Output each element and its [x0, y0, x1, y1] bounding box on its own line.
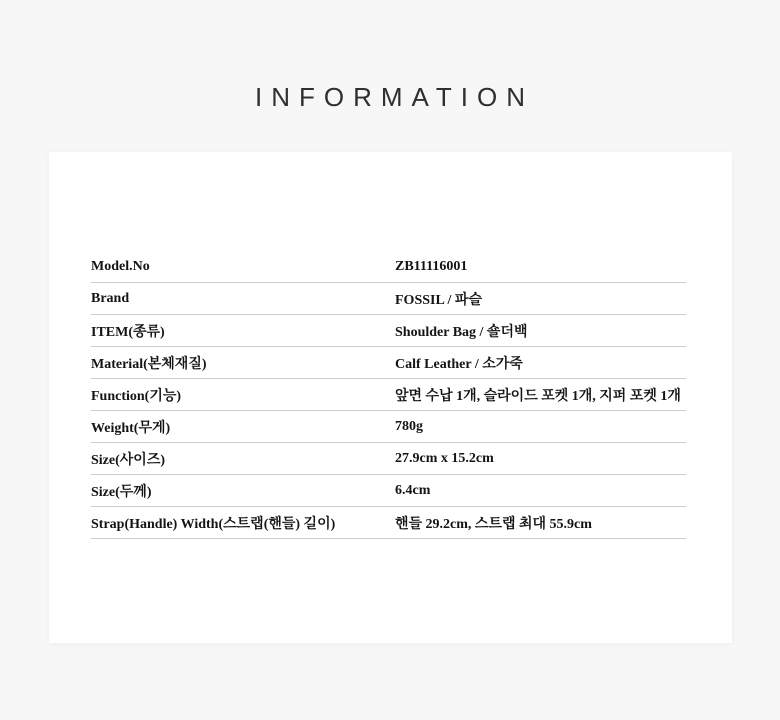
table-row-function — [91, 379, 686, 411]
spec-value: FOSSIL / 파슬 — [395, 292, 482, 308]
spec-value: 핸들 29.2cm, 스트랩 최대 55.9cm — [395, 516, 592, 532]
page-title: INFORMATION — [254, 82, 535, 112]
spec-value: ZB11116001 — [395, 258, 468, 274]
spec-value: Calf Leather / 소가죽 — [395, 356, 523, 372]
spec-value: 앞면 수납 1개, 슬라이드 포켓 1개, 지퍼 포켓 1개 — [395, 388, 681, 404]
table-row-size — [91, 443, 686, 475]
spec-label: Strap(Handle) Width(스트랩(핸들) 길이) — [91, 516, 336, 532]
product-info-card — [49, 152, 732, 643]
spec-value: 780g — [395, 418, 423, 434]
table-row-model-no — [91, 251, 686, 283]
spec-label: Weight(무게) — [91, 420, 171, 436]
spec-value: Shoulder Bag / 숄더백 — [395, 324, 528, 340]
spec-value: 27.9cm x 15.2cm — [395, 450, 494, 466]
spec-label: ITEM(종류) — [91, 324, 165, 340]
spec-label: Size(두께) — [91, 484, 152, 500]
spec-label: Size(사이즈) — [91, 452, 165, 468]
spec-label: Brand — [91, 290, 130, 306]
product-spec-table — [91, 152, 686, 539]
table-row-weight — [91, 411, 686, 443]
spec-value: 6.4cm — [395, 482, 431, 498]
spec-label: Material(본체재질) — [91, 356, 207, 372]
table-row-brand — [91, 283, 686, 315]
table-row-thickness — [91, 475, 686, 507]
table-row-material — [91, 347, 686, 379]
spec-label: Function(기능) — [91, 388, 182, 404]
spec-label: Model.No — [91, 258, 150, 274]
table-row-item — [91, 315, 686, 347]
table-row-strap-width — [91, 507, 686, 539]
